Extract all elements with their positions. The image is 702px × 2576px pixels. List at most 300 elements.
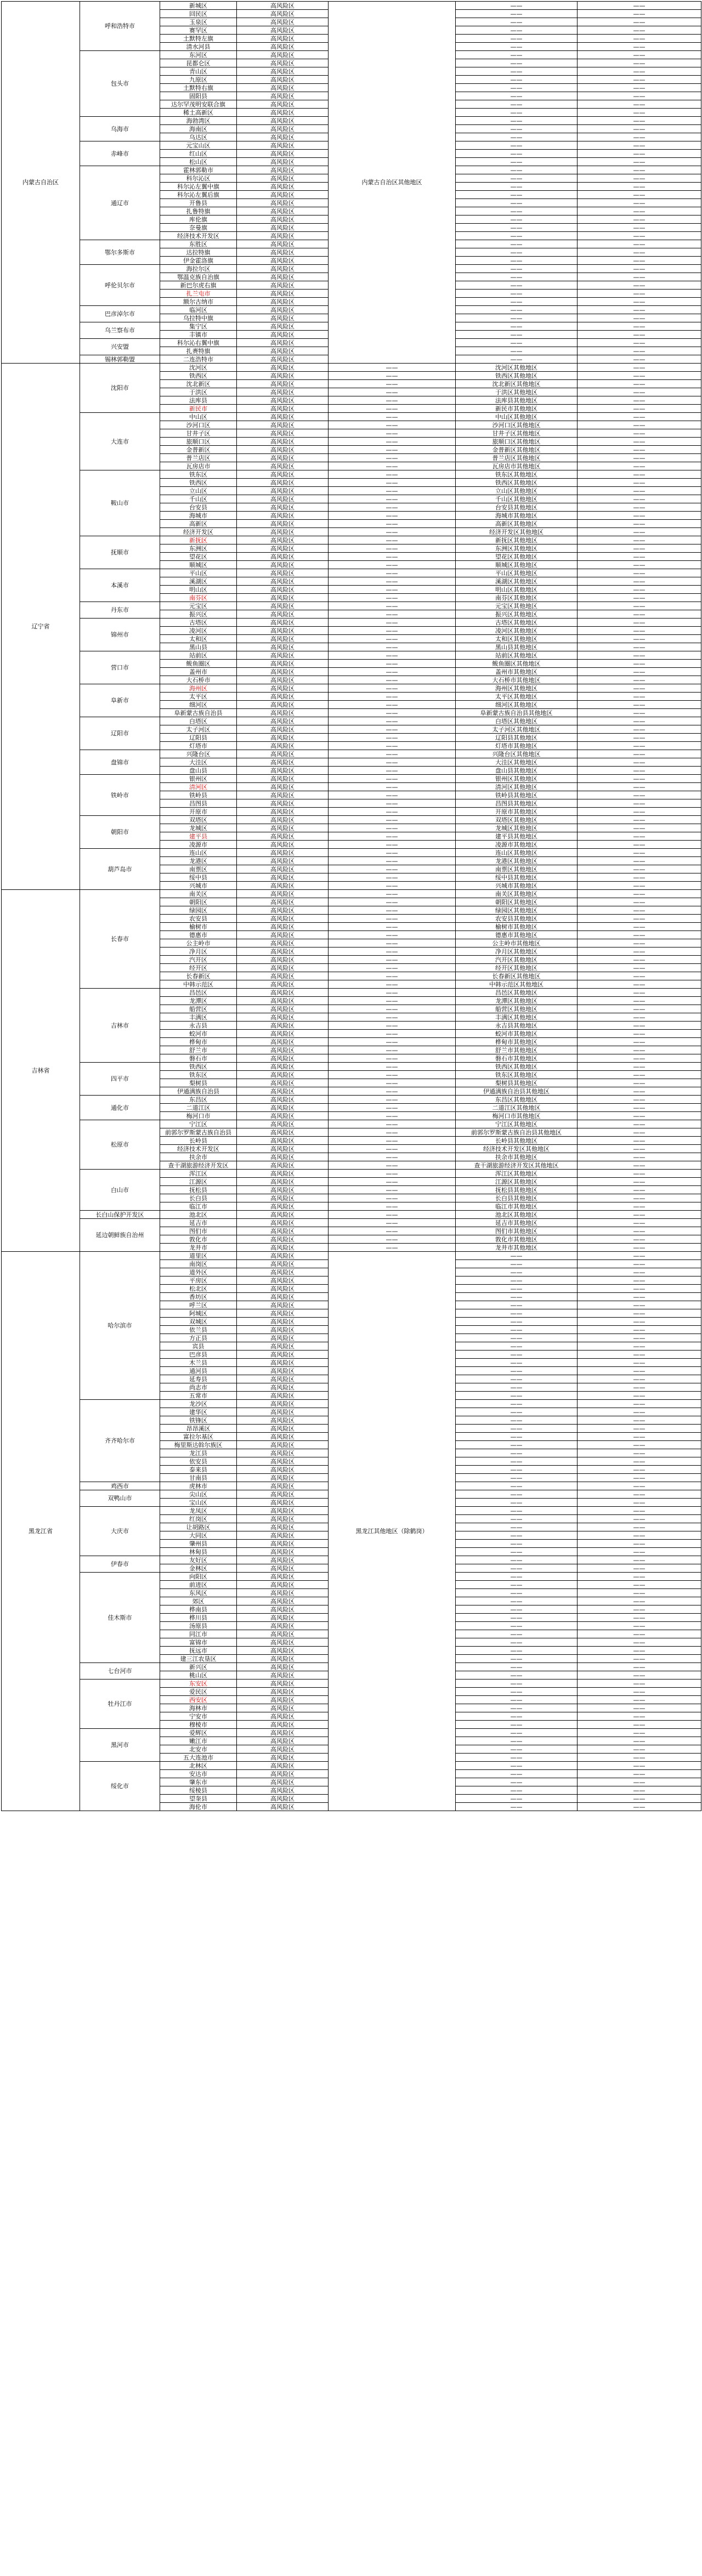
other-area-cell: 望花区其他地区 <box>456 553 578 561</box>
note-cell-a: —— <box>578 627 701 635</box>
district-cell: 黑山县 <box>160 643 237 651</box>
note-cell-a: —— <box>456 355 578 364</box>
other-area-cell: 东昌区其他地区 <box>456 1096 578 1104</box>
medium-risk-cell: —— <box>329 1013 456 1022</box>
note-cell-b: —— <box>578 331 701 339</box>
risk-level-cell: 高风险区 <box>237 355 329 364</box>
other-area-cell: 灯塔市其他地区 <box>456 742 578 750</box>
risk-level-cell: 高风险区 <box>237 1022 329 1030</box>
risk-level-cell: 高风险区 <box>237 1293 329 1301</box>
note-cell-a: —— <box>578 1063 701 1071</box>
note-cell-a: —— <box>456 1540 578 1548</box>
district-cell: 盖州市 <box>160 668 237 676</box>
risk-level-cell: 高风险区 <box>237 980 329 989</box>
risk-level-cell: 高风险区 <box>237 191 329 199</box>
risk-level-cell: 高风险区 <box>237 1754 329 1762</box>
note-cell-b: —— <box>578 1400 701 1408</box>
city-cell: 黑河市 <box>80 1729 160 1762</box>
district-cell: 净月区 <box>160 947 237 956</box>
table-row <box>2 989 701 997</box>
note-cell-a: —— <box>578 503 701 512</box>
note-cell-b: —— <box>578 1499 701 1507</box>
medium-risk-cell: —— <box>329 947 456 956</box>
note-cell-a: —— <box>456 1721 578 1729</box>
risk-level-cell: 高风险区 <box>237 84 329 92</box>
note-cell-a: —— <box>578 898 701 906</box>
risk-level-cell: 高风险区 <box>237 1762 329 1770</box>
risk-level-cell: 高风险区 <box>237 1194 329 1202</box>
risk-level-cell: 高风险区 <box>237 281 329 290</box>
city-cell: 长春市 <box>80 890 160 989</box>
note-cell-a: —— <box>456 1531 578 1540</box>
note-cell-b: —— <box>578 298 701 306</box>
risk-level-cell: 高风险区 <box>237 627 329 635</box>
risk-level-cell: 高风险区 <box>237 1737 329 1745</box>
district-cell: 盘山县 <box>160 767 237 775</box>
medium-risk-cell: —— <box>329 1046 456 1054</box>
note-cell-a: —— <box>578 1211 701 1219</box>
note-cell-a: —— <box>578 668 701 676</box>
note-cell-a: —— <box>456 1268 578 1276</box>
note-cell-b: —— <box>578 1416 701 1425</box>
risk-level-cell: 高风险区 <box>237 544 329 553</box>
note-cell-a: —— <box>578 643 701 651</box>
risk-level-cell: 高风险区 <box>237 882 329 890</box>
note-cell-a: —— <box>456 1342 578 1351</box>
note-cell-b: —— <box>578 1737 701 1745</box>
district-cell: 铁锋区 <box>160 1416 237 1425</box>
district-cell: 查干湖旅游经济开发区 <box>160 1161 237 1170</box>
district-cell: 向阳区 <box>160 1573 237 1581</box>
city-cell: 四平市 <box>80 1063 160 1096</box>
note-cell-a: —— <box>456 1392 578 1400</box>
medium-risk-cell: —— <box>329 602 456 610</box>
risk-level-cell: 高风险区 <box>237 841 329 849</box>
district-cell: 香坊区 <box>160 1293 237 1301</box>
risk-level-cell: 高风险区 <box>237 1589 329 1597</box>
risk-level-cell: 高风险区 <box>237 972 329 980</box>
note-cell-b: —— <box>578 355 701 364</box>
other-area-cell: 顺城区其他地区 <box>456 561 578 569</box>
note-cell-b: —— <box>578 1318 701 1326</box>
risk-level-cell: 高风险区 <box>237 520 329 528</box>
other-area-cell: 图们市其他地区 <box>456 1227 578 1235</box>
note-cell-b: —— <box>578 67 701 76</box>
note-cell-a: —— <box>578 1071 701 1079</box>
note-cell-b: —— <box>578 76 701 84</box>
note-cell-a: —— <box>578 602 701 610</box>
note-cell-b: —— <box>578 109 701 117</box>
other-area-cell: 梨树县其他地区 <box>456 1079 578 1087</box>
note-cell-a: —— <box>578 619 701 627</box>
district-cell: 辽阳县 <box>160 734 237 742</box>
city-cell: 鸡西市 <box>80 1482 160 1490</box>
risk-level-cell: 高风险区 <box>237 215 329 224</box>
other-area-cell: 太平区其他地区 <box>456 693 578 701</box>
note-cell-a: —— <box>578 487 701 495</box>
city-cell: 鞍山市 <box>80 470 160 536</box>
medium-risk-cell: —— <box>329 405 456 413</box>
other-area-cell: 伊通满族自治县其他地区 <box>456 1087 578 1096</box>
district-cell: 巴彦县 <box>160 1351 237 1359</box>
district-cell: 伊通满族自治县 <box>160 1087 237 1096</box>
note-cell-a: —— <box>456 92 578 100</box>
note-cell-b: —— <box>578 273 701 281</box>
note-cell-a: —— <box>456 1762 578 1770</box>
note-cell-a: —— <box>456 1778 578 1786</box>
risk-level-cell: 高风险区 <box>237 405 329 413</box>
risk-level-cell: 高风险区 <box>237 594 329 602</box>
risk-level-cell: 高风险区 <box>237 1161 329 1170</box>
note-cell-a: —— <box>578 586 701 594</box>
note-cell-b: —— <box>578 1548 701 1556</box>
risk-level-cell: 高风险区 <box>237 997 329 1005</box>
other-area-cell: 经济技术开发区其他地区 <box>456 1145 578 1153</box>
note-cell-a: —— <box>456 1729 578 1737</box>
note-cell-a: —— <box>456 1745 578 1754</box>
district-cell: 扶余市 <box>160 1153 237 1161</box>
note-cell-a: —— <box>578 1202 701 1211</box>
other-area-cell: 南芬区其他地区 <box>456 594 578 602</box>
note-cell-a: —— <box>578 816 701 824</box>
note-cell-a: —— <box>578 544 701 553</box>
other-area-cell: 辽阳县其他地区 <box>456 734 578 742</box>
note-cell-a: —— <box>578 947 701 956</box>
note-cell-a: —— <box>456 322 578 331</box>
medium-risk-cell: —— <box>329 758 456 767</box>
district-cell: 桦甸市 <box>160 1038 237 1046</box>
note-cell-b: —— <box>578 1383 701 1392</box>
district-cell: 北林区 <box>160 1762 237 1770</box>
note-cell-a: —— <box>456 35 578 43</box>
note-cell-a: —— <box>456 1367 578 1375</box>
city-cell: 齐齐哈尔市 <box>80 1400 160 1482</box>
district-cell: 肇州县 <box>160 1540 237 1548</box>
city-cell: 呼伦贝尔市 <box>80 265 160 306</box>
city-cell: 本溪市 <box>80 569 160 602</box>
medium-risk-cell: —— <box>329 684 456 693</box>
district-cell: 桦川县 <box>160 1614 237 1622</box>
risk-level-cell: 高风险区 <box>237 306 329 314</box>
risk-level-cell: 高风险区 <box>237 364 329 372</box>
district-cell: 郊区 <box>160 1597 237 1605</box>
risk-level-cell: 高风险区 <box>237 109 329 117</box>
medium-risk-cell: —— <box>329 676 456 684</box>
risk-level-cell: 高风险区 <box>237 528 329 536</box>
medium-risk-cell: —— <box>329 1079 456 1087</box>
risk-level-cell: 高风险区 <box>237 561 329 569</box>
table-row <box>2 536 701 544</box>
risk-level-cell: 高风险区 <box>237 1375 329 1383</box>
risk-level-cell: 高风险区 <box>237 1005 329 1013</box>
risk-level-cell: 高风险区 <box>237 651 329 660</box>
district-cell: 青山区 <box>160 67 237 76</box>
note-cell-b: —— <box>578 1466 701 1474</box>
note-cell-a: —— <box>456 117 578 125</box>
district-cell: 永吉县 <box>160 1022 237 1030</box>
risk-level-cell: 高风险区 <box>237 503 329 512</box>
note-cell-a: —— <box>578 405 701 413</box>
risk-level-cell: 高风险区 <box>237 956 329 964</box>
note-cell-a: —— <box>456 1276 578 1285</box>
note-cell-a: —— <box>456 43 578 51</box>
note-cell-a: —— <box>456 100 578 109</box>
note-cell-a: —— <box>578 1128 701 1137</box>
medium-risk-cell: —— <box>329 750 456 758</box>
note-cell-a: —— <box>578 1194 701 1202</box>
risk-level-cell: 高风险区 <box>237 767 329 775</box>
note-cell-b: —— <box>578 59 701 67</box>
note-cell-b: —— <box>578 1425 701 1433</box>
city-cell: 朝阳市 <box>80 816 160 849</box>
medium-risk-cell: —— <box>329 791 456 799</box>
table-row <box>2 816 701 824</box>
note-cell-a: —— <box>456 109 578 117</box>
medium-risk-cell: —— <box>329 709 456 717</box>
note-cell-a: —— <box>578 1022 701 1030</box>
note-cell-b: —— <box>578 1630 701 1638</box>
district-cell: 龙城区 <box>160 824 237 832</box>
note-cell-a: —— <box>456 1671 578 1679</box>
note-cell-a: —— <box>456 1704 578 1712</box>
district-cell: 龙井市 <box>160 1244 237 1252</box>
risk-level-cell: 高风险区 <box>237 1630 329 1638</box>
note-cell-a: —— <box>578 1104 701 1112</box>
risk-level-cell: 高风险区 <box>237 1178 329 1186</box>
risk-level-cell: 高风险区 <box>237 1745 329 1754</box>
risk-level-cell: 高风险区 <box>237 619 329 627</box>
note-cell-a: —— <box>456 306 578 314</box>
district-cell: 东昌区 <box>160 1096 237 1104</box>
medium-risk-cell: —— <box>329 388 456 396</box>
risk-level-cell: 高风险区 <box>237 865 329 873</box>
note-cell-a: —— <box>456 224 578 232</box>
note-cell-a: —— <box>578 413 701 421</box>
risk-level-cell: 高风险区 <box>237 1655 329 1663</box>
medium-risk-cell: —— <box>329 396 456 405</box>
district-cell: 德惠市 <box>160 931 237 939</box>
city-cell: 松原市 <box>80 1120 160 1170</box>
other-area-cell: 长岭县其他地区 <box>456 1137 578 1145</box>
medium-risk-cell: —— <box>329 873 456 882</box>
district-cell: 溪湖区 <box>160 577 237 586</box>
note-cell-b: —— <box>578 1342 701 1351</box>
district-cell: 沈北新区 <box>160 380 237 388</box>
note-cell-a: —— <box>456 10 578 18</box>
note-cell-b: —— <box>578 84 701 92</box>
note-cell-b: —— <box>578 1721 701 1729</box>
risk-level-cell: 高风险区 <box>237 265 329 273</box>
risk-level-cell: 高风险区 <box>237 1120 329 1128</box>
district-cell: 临河区 <box>160 306 237 314</box>
note-cell-a: —— <box>456 1285 578 1293</box>
risk-level-cell: 高风险区 <box>237 1153 329 1161</box>
medium-risk-cell: —— <box>329 906 456 915</box>
note-cell-a: —— <box>578 1235 701 1244</box>
medium-risk-cell: —— <box>329 438 456 446</box>
other-area-cell: 古塔区其他地区 <box>456 619 578 627</box>
risk-level-cell: 高风险区 <box>237 396 329 405</box>
note-cell-b: —— <box>578 150 701 158</box>
note-cell-b: —— <box>578 1647 701 1655</box>
note-cell-a: —— <box>456 1647 578 1655</box>
note-cell-b: —— <box>578 158 701 166</box>
district-cell: 肇东市 <box>160 1778 237 1786</box>
note-cell-b: —— <box>578 183 701 191</box>
note-cell-a: —— <box>578 1153 701 1161</box>
risk-level-cell: 高风险区 <box>237 1235 329 1244</box>
medium-risk-cell: —— <box>329 413 456 421</box>
district-cell: 船营区 <box>160 1005 237 1013</box>
note-cell-b: —— <box>578 1531 701 1540</box>
note-cell-b: —— <box>578 339 701 347</box>
note-cell-a: —— <box>578 1137 701 1145</box>
district-cell: 集宁区 <box>160 322 237 331</box>
district-cell: 伊金霍洛旗 <box>160 257 237 265</box>
note-cell-b: —— <box>578 347 701 355</box>
other-area-cell: 长白县其他地区 <box>456 1194 578 1202</box>
medium-risk-cell: —— <box>329 693 456 701</box>
note-cell-a: —— <box>578 717 701 725</box>
other-area-cell: 龙港区其他地区 <box>456 857 578 865</box>
city-cell: 长白山保护开发区 <box>80 1211 160 1219</box>
note-cell-a: —— <box>456 1293 578 1301</box>
note-cell-b: —— <box>578 174 701 183</box>
district-cell: 二连浩特市 <box>160 355 237 364</box>
note-cell-a: —— <box>456 331 578 339</box>
note-cell-a: —— <box>456 141 578 150</box>
risk-level-cell: 高风险区 <box>237 1071 329 1079</box>
other-area-cell: 铁西区其他地区 <box>456 372 578 380</box>
other-area-cell: 绥中县其他地区 <box>456 873 578 882</box>
other-area-cell: 蛟河市其他地区 <box>456 1030 578 1038</box>
risk-level-cell: 高风险区 <box>237 1211 329 1219</box>
risk-level-cell: 高风险区 <box>237 92 329 100</box>
district-cell: 经济技术开发区 <box>160 1145 237 1153</box>
note-cell-b: —— <box>578 1745 701 1754</box>
district-cell: 双塔区 <box>160 816 237 824</box>
risk-level-cell: 高风险区 <box>237 693 329 701</box>
note-cell-a: —— <box>456 339 578 347</box>
risk-level-cell: 高风险区 <box>237 199 329 207</box>
medium-risk-cell: —— <box>329 1170 456 1178</box>
note-cell-a: —— <box>456 1614 578 1622</box>
table-row <box>2 651 701 660</box>
district-cell: 经济开发区 <box>160 528 237 536</box>
district-cell: 穆棱市 <box>160 1721 237 1729</box>
other-area-cell: 盘山县其他地区 <box>456 767 578 775</box>
note-cell-a: —— <box>578 569 701 577</box>
district-cell: 海南区 <box>160 125 237 133</box>
district-cell: 昌图县 <box>160 799 237 808</box>
risk-level-cell: 高风险区 <box>237 429 329 438</box>
note-cell-b: —— <box>578 1309 701 1318</box>
risk-level-cell: 高风险区 <box>237 742 329 750</box>
district-cell: 经济技术开发区 <box>160 232 237 240</box>
district-cell: 银州区 <box>160 775 237 783</box>
other-area-cell: 黑龙江其他地区（除鹤岗） <box>329 1252 456 1811</box>
risk-level-cell: 高风险区 <box>237 923 329 931</box>
medium-risk-cell: —— <box>329 610 456 619</box>
district-cell: 铁西区 <box>160 372 237 380</box>
risk-level-cell: 高风险区 <box>237 166 329 174</box>
note-cell-a: —— <box>578 1054 701 1063</box>
note-cell-a: —— <box>456 1260 578 1268</box>
note-cell-b: —— <box>578 1252 701 1260</box>
risk-level-cell: 高风险区 <box>237 1803 329 1811</box>
other-area-cell: 清河区其他地区 <box>456 783 578 791</box>
note-cell-a: —— <box>456 1679 578 1688</box>
district-cell: 达拉特旗 <box>160 248 237 257</box>
other-area-cell: 黑山县其他地区 <box>456 643 578 651</box>
other-area-cell: 沙河口区其他地区 <box>456 421 578 429</box>
other-area-cell: 大石桥市其他地区 <box>456 676 578 684</box>
risk-level-cell: 高风险区 <box>237 240 329 248</box>
note-cell-a: —— <box>456 1375 578 1383</box>
risk-level-cell: 高风险区 <box>237 734 329 742</box>
risk-level-cell: 高风险区 <box>237 1786 329 1795</box>
note-cell-b: —— <box>578 1597 701 1605</box>
city-cell: 辽阳市 <box>80 717 160 750</box>
note-cell-a: —— <box>456 133 578 141</box>
district-cell: 西安区 <box>160 1696 237 1704</box>
district-cell: 爱民区 <box>160 1688 237 1696</box>
note-cell-b: —— <box>578 1326 701 1334</box>
note-cell-b: —— <box>578 1441 701 1449</box>
other-area-cell: 龙城区其他地区 <box>456 824 578 832</box>
risk-level-cell: 高风险区 <box>237 100 329 109</box>
district-cell: 奈曼旗 <box>160 224 237 232</box>
district-cell: 汤原县 <box>160 1622 237 1630</box>
district-cell: 龙沙区 <box>160 1400 237 1408</box>
district-cell: 图们市 <box>160 1227 237 1235</box>
note-cell-b: —— <box>578 1556 701 1564</box>
note-cell-b: —— <box>578 281 701 290</box>
table-row <box>2 717 701 725</box>
table-row <box>2 750 701 758</box>
other-area-cell: 银州区其他地区 <box>456 775 578 783</box>
district-cell: 让胡路区 <box>160 1523 237 1531</box>
note-cell-a: —— <box>456 207 578 215</box>
table-row <box>2 1120 701 1128</box>
medium-risk-cell: —— <box>329 1145 456 1153</box>
district-cell: 前进区 <box>160 1581 237 1589</box>
district-cell: 前郭尔罗斯蒙古族自治县 <box>160 1128 237 1137</box>
risk-level-cell: 高风险区 <box>237 67 329 76</box>
district-cell: 古塔区 <box>160 619 237 627</box>
note-cell-a: —— <box>456 1383 578 1392</box>
table-row <box>2 1252 701 1260</box>
note-cell-a: —— <box>456 281 578 290</box>
district-cell: 呼兰区 <box>160 1301 237 1309</box>
risk-level-cell: 高风险区 <box>237 1778 329 1786</box>
district-cell: 平房区 <box>160 1276 237 1285</box>
district-cell: 铁西区 <box>160 1063 237 1071</box>
risk-level-cell: 高风险区 <box>237 59 329 67</box>
medium-risk-cell: —— <box>329 972 456 980</box>
risk-level-cell: 高风险区 <box>237 10 329 18</box>
medium-risk-cell: —— <box>329 956 456 964</box>
district-cell: 南票区 <box>160 865 237 873</box>
table-row <box>2 1219 701 1227</box>
district-cell: 建平县 <box>160 832 237 841</box>
district-cell: 宝山区 <box>160 1499 237 1507</box>
district-cell: 绥棱县 <box>160 1786 237 1795</box>
risk-level-cell: 高风险区 <box>237 487 329 495</box>
district-cell: 千山区 <box>160 495 237 503</box>
note-cell-a: —— <box>456 1638 578 1647</box>
note-cell-a: —— <box>578 742 701 750</box>
